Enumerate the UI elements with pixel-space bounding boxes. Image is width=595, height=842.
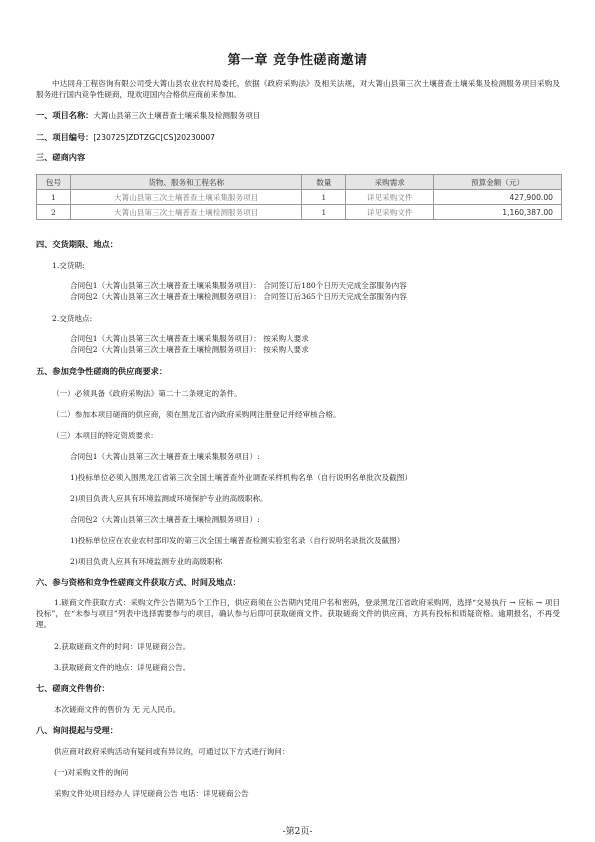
- table-cell: 详见采购文件: [346, 205, 434, 220]
- table-header: 数量: [302, 175, 346, 190]
- requirement-3: （三）本项目的特定资质要求:: [52, 431, 154, 440]
- acquisition-time: 2.获取磋商文件的时间：详见磋商公告。: [54, 642, 191, 651]
- acquisition-method: 1.磋商文件获取方式：采购文件公告期为5个工作日，供应商须在公告期内凭用户名和密码，登录黑龙江省政府采购网，选择“交易执行 → 应标 → 项目投标”，在“未参与项目”列表中选择需要参与的项目，确认参与后即可获取磋商文件。获取磋商文件的供应商，方具有投标和质疑资格。逾期报名，不再受理。: [36, 598, 560, 629]
- table-cell: 大箐山县第三次土壤普查土壤检测服务项目: [70, 205, 301, 220]
- section-label: 二、项目编号：: [36, 132, 94, 142]
- section-consult-content: 三、磋商内容: [36, 152, 86, 162]
- table-cell: 2: [37, 205, 71, 220]
- table-header: 包号: [37, 175, 71, 190]
- section-document-acquisition: 六、参与资格和竞争性磋商文件获取方式、时间及地点：: [36, 577, 241, 587]
- table-cell: 1: [37, 190, 71, 205]
- section-project-number: [36, 132, 560, 144]
- items-table: [36, 174, 562, 220]
- document-price-text: 本次磋商文件的售价为 无 元人民币。: [54, 705, 181, 714]
- delivery-period-label: 1.交货期:: [52, 261, 85, 270]
- section-delivery: 四、交货期限、地点：: [36, 239, 118, 249]
- section-inquiry: 八、询问提起与受理：: [36, 725, 118, 735]
- inquiry-contact: 采购文件处项目经办人 详见磋商公告 电话：详见磋商公告: [54, 789, 249, 798]
- page-number: -第2页-: [282, 827, 313, 837]
- project-name-value: 大箐山县第三次土壤普查土壤采集及检测服务项目: [93, 111, 261, 120]
- table-row: [37, 205, 562, 220]
- delivery-place-label: 2.交货地点:: [52, 314, 93, 323]
- table-header: 预算金额（元）: [434, 175, 562, 190]
- table-header: 货物、服务和工程名称: [70, 175, 301, 190]
- pkg1-qualification-2: 2)项目负责人应具有环境监测或环境保护专业的高级职称。: [70, 494, 268, 503]
- table-cell: 1,160,387.00: [434, 205, 562, 220]
- delivery-place-pkg2: 合同包2（大箐山县第三次土壤普查土壤检测服务项目）： 按采购人要求: [70, 345, 309, 354]
- table-cell: 427,900.00: [434, 190, 562, 205]
- requirement-2: （二）参加本项目磋商的供应商，须在黑龙江省内政府采购网注册登记并经审核合格。: [52, 410, 341, 419]
- section-project-name: [36, 110, 560, 122]
- project-number-value: [230725]ZDTZGC[CS]20230007: [93, 133, 216, 142]
- requirement-1: （一）必须具备《政府采购法》第二十二条规定的条件。: [52, 389, 242, 398]
- delivery-period-pkg2: 合同包2（大箐山县第三次土壤普查土壤检测服务项目）： 合同签订后365个日历天完成全部服务内容: [70, 292, 407, 301]
- acquisition-place: 3.获取磋商文件的地点：详见磋商公告。: [54, 663, 191, 672]
- inquiry-item-1: (一)对采购文件的询问: [54, 768, 129, 777]
- pkg1-qualification-1: 1)投标单位必须入围黑龙江省第三次全国土壤普查外业调查采样机构名单（自行说明名单批次及截图）: [70, 473, 412, 482]
- chapter-title: 第一章 竞争性磋商邀请: [227, 53, 368, 68]
- table-cell: 详见采购文件: [346, 190, 434, 205]
- table-cell: 1: [302, 205, 346, 220]
- table-cell: 1: [302, 190, 346, 205]
- section-label: 一、项目名称：: [36, 110, 94, 120]
- pkg1-qualification-label: 合同包1（大箐山县第三次土壤普查土壤采集服务项目）:: [70, 452, 260, 461]
- section-supplier-requirements: 五、参加竞争性磋商的供应商要求：: [36, 366, 168, 376]
- intro-paragraph: 中达同舟工程咨询有限公司受大箐山县农业农村局委托，依据《政府采购法》及相关法规，对大箐山县第三次土壤普查土壤采集及检测服务项目采购及服务进行国内竞争性磋商，现欢迎国内合格供应商前来参加。: [36, 79, 560, 99]
- section-document-price: 七、磋商文件售价：: [36, 683, 110, 693]
- table-cell: 大箐山县第三次土壤普查土壤采集服务项目: [70, 190, 301, 205]
- table-header: 采购需求: [346, 175, 434, 190]
- pkg2-qualification-1: 1)投标单位应在农业农村部印发的第三次全国土壤普查检测实验室名录（自行说明名录批次及截图）: [70, 536, 405, 545]
- table-row: [37, 190, 562, 205]
- table-header-row: [37, 175, 562, 190]
- pkg2-qualification-label: 合同包2（大箐山县第三次土壤普查土壤检测服务项目）:: [70, 515, 260, 524]
- delivery-place-pkg1: 合同包1（大箐山县第三次土壤普查土壤采集服务项目）： 按采购人要求: [70, 334, 309, 343]
- inquiry-intro: 供应商对政府采购活动有疑问或有异议的，可通过以下方式进行询问：: [54, 747, 290, 756]
- pkg2-qualification-2: 2)项目负责人应具有环境监测专业的高级职称: [70, 557, 223, 566]
- delivery-period-pkg1: 合同包1（大箐山县第三次土壤普查土壤采集服务项目）： 合同签订后180个日历天完成全部服务内容: [70, 281, 407, 290]
